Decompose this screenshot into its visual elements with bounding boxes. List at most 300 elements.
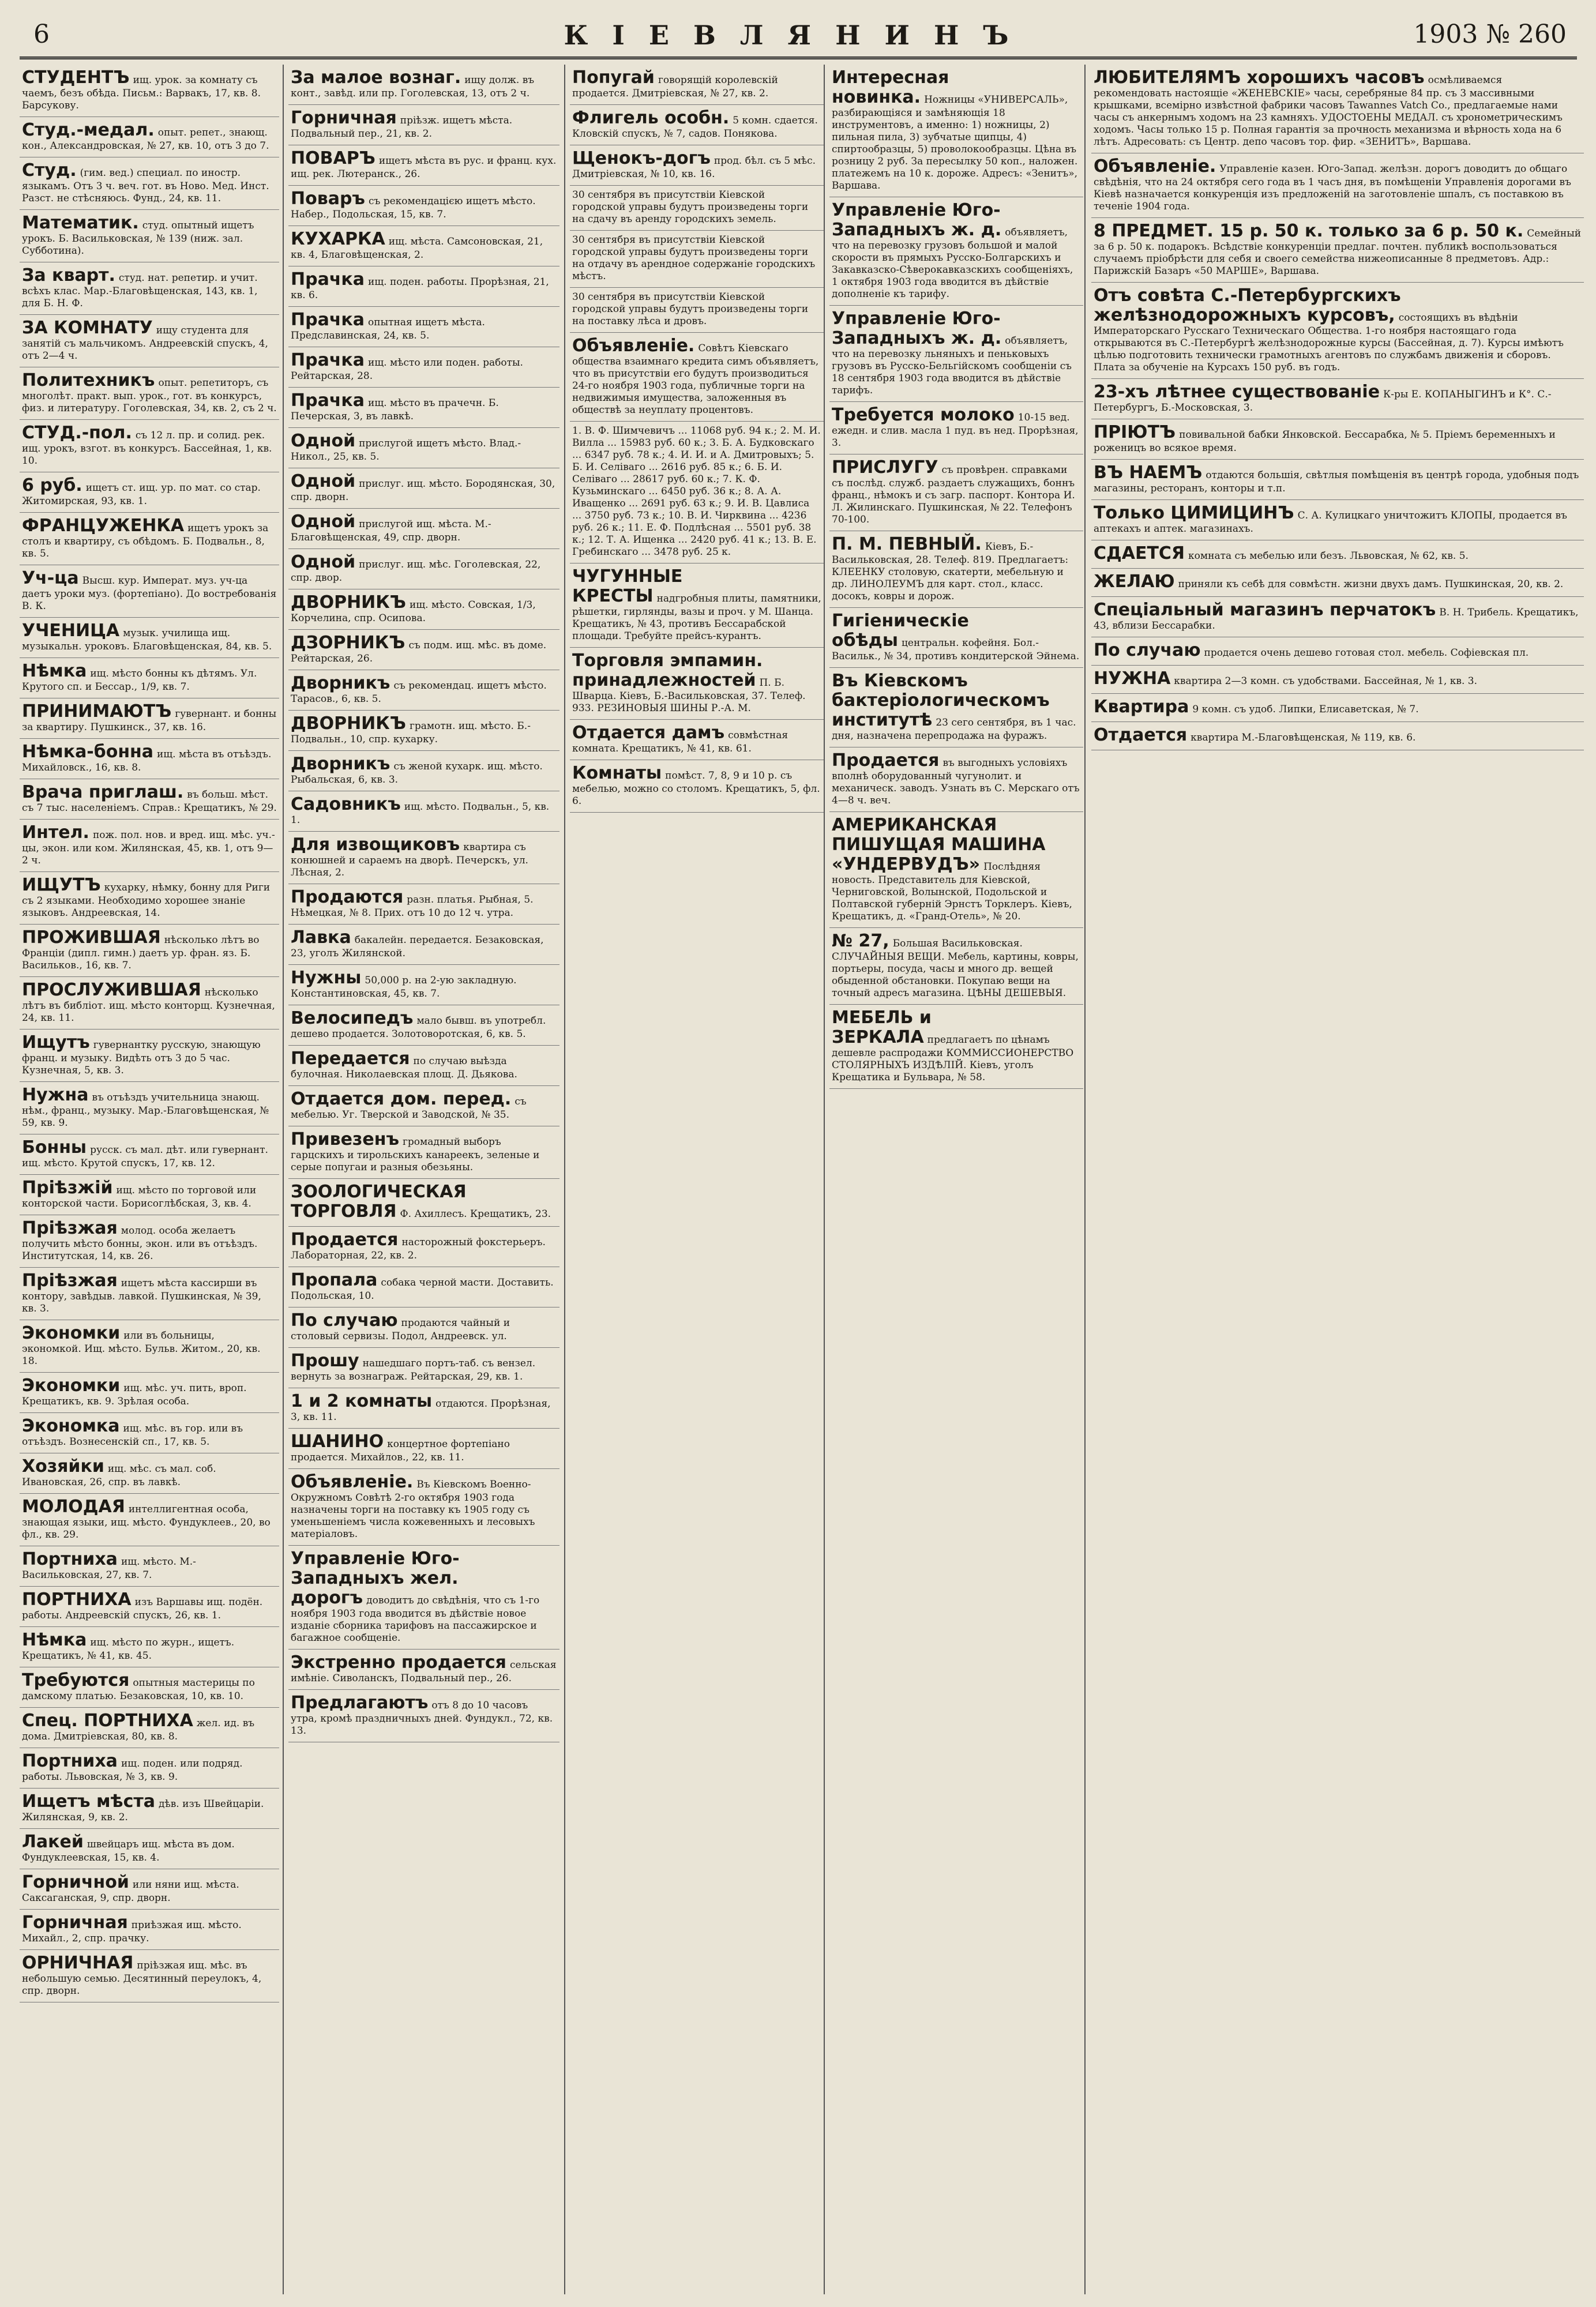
ad-text: ищ. мѣсто по журн., ищетъ. Крещатикъ, № 41, кв. 45.: [22, 1637, 235, 1662]
ad-text: ищетъ мѣста кассирши въ контору, завѣдыв. лавкой. Пушкинская, № 39, кв. 3.: [22, 1278, 261, 1314]
classified-ad: [1091, 500, 1584, 540]
ad-heading: По случаю: [1094, 640, 1201, 660]
ad-text: ищ. поден. работы. Прорѣзная, 21, кв. 6.: [291, 276, 549, 301]
ad-text: ищ. мѣс. въ гор. или въ отъѣздъ. Вознесенскій сп., 17, кв. 5.: [22, 1423, 243, 1448]
column-5: [1084, 65, 1584, 2294]
ad-text: 23 сего сентября, въ 1 час. дня, назначена перепродажа на фуражъ.: [832, 717, 1076, 742]
classified-ad: [20, 565, 279, 618]
ad-heading: ПОВАРЪ: [291, 148, 375, 168]
classified-ad: [20, 1082, 279, 1134]
ad-text: ищ. мѣста. Самсоновская, 21, кв. 4, Благовѣщенская, 2.: [291, 236, 543, 261]
newspaper-page: [20, 16, 1582, 2294]
classified-ad: [570, 422, 824, 563]
ad-text: ищ. мѣсто или поден. работы. Рейтарская, 28.: [291, 357, 523, 382]
ad-heading: Одной: [291, 431, 356, 451]
classified-ad: [288, 1690, 559, 1742]
ad-heading: ПОРТНИХА: [22, 1590, 132, 1610]
ad-heading: Отъ совѣта С.-Петербургскихъ желѣзнодорожныхъ курсовъ,: [1094, 285, 1401, 325]
ad-heading: Горничная: [22, 1913, 128, 1933]
classified-ad: [20, 739, 279, 779]
ad-text: грамотн. ищ. мѣсто. Б.-Подвальн., 10, спр. кухарку.: [291, 720, 531, 745]
ad-heading: Гигіеническіе обѣды: [832, 611, 969, 651]
ad-heading: ЧУГУННЫЕ КРЕСТЫ: [572, 566, 683, 606]
ad-heading: Пропала: [291, 1270, 378, 1290]
ad-text: концертное фортепіано продается. Михайлов., 22, кв. 11.: [291, 1438, 510, 1463]
ad-text: осмѣливаемся рекомендовать настоящіе «ЖЕНЕВСКІЕ» часы, серебряные 84 пр. съ 3 массивными крышками, всемірно извѣстной фабрики часовъ Tawannes Vatch Co., предлагаемые нами часы съ анкернымъ ходомъ на 23 камняхъ. УДОСТОЕНЫ МЕДАЛ. съ хронометрическимъ ходомъ. Часы только 15 р. Полная гарантія за прочность механизма и вѣрность хода на 6 лѣтъ. Адресовать: съ Центр. депо часовъ тор. фир. «ЗЕНИТЪ», Варшава.: [1094, 74, 1563, 148]
ad-heading: За кварт.: [22, 265, 115, 285]
ad-text: Высш. кур. Императ. муз. уч-ца даетъ уроки муз. (фортепіано). До востребованія В. К.: [22, 575, 277, 612]
ad-text: разн. платья. Рыбная, 5. Нѣмецкая, № 8. Прих. отъ 10 до 12 ч. утра.: [291, 894, 534, 919]
classified-ad: [1091, 153, 1584, 218]
ad-heading: ДЗОРНИКЪ: [291, 633, 405, 653]
classified-ad: [288, 630, 559, 670]
classified-ad: [20, 65, 279, 117]
classified-ad: [1091, 694, 1584, 722]
ad-text: ищ. мѣсто бонны къ дѣтямъ. Ул. Крутого сп. и Бессар., 1/9, кв. 7.: [22, 668, 257, 693]
classified-ad: [288, 1126, 559, 1179]
ad-text: приняли къ себѣ для совмѣстн. жизни двухъ дамъ. Пушкинская, 20, кв. 2.: [1178, 578, 1564, 590]
classified-ad: [1091, 540, 1584, 569]
ad-heading: Спец. ПОРТНИХА: [22, 1711, 193, 1731]
ad-text: центральн. кофейня. Бол.-Васильк., № 34, противъ кондитерской Эйнема.: [832, 637, 1080, 662]
ad-heading: Портниха: [22, 1751, 118, 1771]
ad-text: студ. опытный ищетъ урокъ. Б. Васильковская, № 139 (ниж. зал. Субботина).: [22, 220, 254, 257]
ad-heading: 1 и 2 комнаты: [291, 1391, 433, 1411]
classified-ad: [288, 589, 559, 630]
ad-text: ищ. мѣста въ отъѣздъ. Михайловск., 16, кв. 8.: [22, 749, 272, 773]
classified-ad: [288, 145, 559, 186]
column-1: [20, 65, 279, 2294]
ad-heading: ДВОРНИКЪ: [291, 713, 406, 734]
columns: [20, 65, 1582, 2294]
classified-ad: [288, 1179, 559, 1227]
classified-ad: [288, 832, 559, 884]
ad-heading: ЛЮБИТЕЛЯМЪ хорошихъ часовъ: [1094, 67, 1425, 88]
ad-heading: Студ.: [22, 160, 77, 181]
ad-heading: СДАЕТСЯ: [1094, 543, 1185, 563]
ad-text: интеллигентная особа, знающая языки, ищ. мѣсто. Фундуклеев., 20, во фл., кв. 29.: [22, 1504, 271, 1540]
ad-heading: Математик.: [22, 213, 139, 233]
classified-ad: [288, 347, 559, 388]
classified-ad: [829, 531, 1083, 608]
ad-text: продаются чайный и столовый сервизы. Подол, Андреевск. ул.: [291, 1317, 510, 1342]
classified-ad: [20, 1869, 279, 1910]
classified-ad: [20, 1667, 279, 1708]
classified-ad: [20, 1627, 279, 1667]
ad-text: ищ. поден. или подряд. работы. Львовская, № 3, кв. 9.: [22, 1758, 243, 1783]
ad-heading: ЗА КОМНАТУ: [22, 318, 153, 338]
ad-text: ищу студента для занятій съ мальчикомъ. Андреевскій спускъ, 4, отъ 2—4 ч.: [22, 325, 268, 362]
classified-ad: [1091, 597, 1584, 637]
ad-heading: Лавка: [291, 927, 351, 948]
classified-ad: [829, 197, 1083, 306]
classified-ad: [288, 1267, 559, 1307]
classified-ad: [288, 884, 559, 925]
ad-text: совмѣстная комната. Крещатикъ, № 41, кв. 61.: [572, 730, 788, 754]
classified-ad: [288, 105, 559, 145]
ad-heading: Управленіе Юго-Западныхъ ж. д.: [832, 200, 1002, 240]
ad-heading: Экономки: [22, 1323, 121, 1343]
classified-ad: [20, 872, 279, 925]
ad-heading: Горничная: [291, 108, 397, 128]
ad-text: 5 комн. сдается. Кловскій спускъ, № 7, садов. Понякова.: [572, 115, 818, 140]
classified-ad: [20, 420, 279, 472]
classified-ad: [20, 1453, 279, 1494]
classified-ad: [288, 65, 559, 105]
ad-heading: П. М. ПЕВНЫЙ.: [832, 534, 982, 554]
ad-heading: Прачка: [291, 350, 365, 370]
ad-heading: СТУДЕНТЪ: [22, 67, 130, 88]
classified-ad: [829, 928, 1083, 1005]
classified-ad: [570, 720, 824, 760]
ad-heading: Уч-ца: [22, 568, 79, 588]
ad-heading: Въ Кіевскомъ бактеріологическомъ институтѣ: [832, 671, 1050, 730]
classified-ad: [20, 472, 279, 513]
ad-heading: Студ.-медал.: [22, 120, 155, 140]
ad-heading: Только ЦИМИЦИНЪ: [1094, 503, 1294, 523]
ad-heading: Нѣмка-бонна: [22, 742, 154, 762]
ad-text: ищ. мѣс. съ мал. соб. Ивановская, 26, спр. въ лавкѣ.: [22, 1463, 216, 1488]
ad-text: Кіевъ, Б.-Васильковская, 28. Телеф. 819. Предлагаетъ: КЛЕЕНКУ столовую, скатерти, мебельную и др. ЛИНОЛЕУМЪ для карт. стол., класс. досокъ, ковры и дорож.: [832, 541, 1069, 602]
ad-heading: Объявленіе.: [572, 336, 695, 356]
classified-ad: [288, 1429, 559, 1469]
ad-heading: НУЖНА: [1094, 668, 1171, 689]
ad-heading: Поваръ: [291, 189, 365, 209]
ad-text: бакалейн. передается. Безаковская, 23, уголъ Жилянской.: [291, 934, 544, 959]
classified-ad: [288, 1227, 559, 1267]
ad-text: пріѣзж. ищетъ мѣста. Подвальный пер., 21, кв. 2.: [291, 115, 513, 140]
ad-text: 9 комн. съ удоб. Липки, Елисаветская, № 7.: [1192, 704, 1419, 715]
ad-heading: Портниха: [22, 1549, 118, 1569]
classified-ad: [20, 1829, 279, 1869]
column-2: [283, 65, 559, 2294]
ad-heading: Интел.: [22, 822, 89, 843]
ad-heading: МЕБЕЛЬ и ЗЕРКАЛА: [832, 1008, 932, 1047]
ad-heading: ДВОРНИКЪ: [291, 592, 406, 613]
classified-ad: [288, 1546, 559, 1650]
ad-heading: Одной: [291, 512, 356, 532]
classified-ad: [288, 428, 559, 468]
ad-text: жел. ид. въ дома. Дмитріевская, 80, кв. 8.: [22, 1718, 255, 1742]
ad-heading: Лакей: [22, 1832, 84, 1852]
classified-ad: [20, 1320, 279, 1373]
ad-text: молод. особа желаетъ получить мѣсто бонны, экон. или въ отъѣздъ. Институтская, 14, кв. 26.: [22, 1225, 258, 1262]
ad-text: русск. съ мал. дѣт. или гувернант. ищ. мѣсто. Крутой спускъ, 17, кв. 12.: [22, 1144, 268, 1169]
ad-text: съ подм. ищ. мѣс. въ доме. Рейтарская, 26.: [291, 640, 547, 664]
ad-text: отдаются. Прорѣзная, 3, кв. 11.: [291, 1398, 551, 1423]
classified-ad: [20, 1413, 279, 1453]
classified-ad: [829, 747, 1083, 812]
newspaper-title: КІЕВЛЯНИНЪ: [564, 20, 1033, 51]
ad-text: Ножницы «УНИВЕРСАЛЬ», разбирающіяся и замѣняющія 18 инструментовъ, а именно: 1) ножницы, 2) пильная пила, 3) зубчатые щипцы, 4) спиртообразцы, 5) проволокообразцы. Цѣна въ розницу 2 руб. За пересылку 50 коп., наложен. платежемъ на 10 к. дороже. Адресъ: «Зенитъ», Варшава.: [832, 94, 1078, 191]
ad-text: помѣст. 7, 8, 9 и 10 р. съ мебелью, можно со столомъ. Крещатикъ, 5, фл. 6.: [572, 770, 820, 807]
ad-text: прислугой ищ. мѣста. М.-Благовѣщенская, 49, спр. дворн.: [291, 518, 491, 543]
ad-heading: Продаются: [291, 887, 404, 907]
classified-ad: [829, 608, 1083, 668]
ad-heading: Пріѣзжая: [22, 1271, 118, 1291]
classified-ad: [1091, 65, 1584, 153]
ad-text: С. А. Кулицкаго уничтожитъ КЛОПЫ, продается въ аптекахъ и аптек. магазинахъ.: [1094, 510, 1567, 535]
ad-heading: МОЛОДАЯ: [22, 1497, 125, 1517]
ad-heading: Садовникъ: [291, 794, 401, 814]
ad-heading: Комнаты: [572, 763, 662, 783]
ad-heading: Экономки: [22, 1376, 121, 1396]
classified-ad: [20, 1587, 279, 1627]
ad-text: ищ. мѣсто по торговой или конторской части. Борисоглѣбская, 3, кв. 4.: [22, 1185, 257, 1209]
ad-text: ищ. мѣсто. Подвальн., 5, кв. 1.: [291, 801, 550, 826]
classified-ad: [20, 262, 279, 315]
ad-text: ищетъ урокъ за столъ и квартиру, съ обѣдомъ. Б. Подвальн., 8, кв. 5.: [22, 523, 269, 559]
classified-ad: [829, 402, 1083, 454]
issue-number: 1903 № 260: [1413, 20, 1567, 49]
ad-heading: Управленіе Юго-Западныхъ жел. дорогъ: [291, 1549, 460, 1608]
ad-text: дѣв. изъ Швейцаріи. Жилянская, 9, кв. 2.: [22, 1798, 264, 1823]
ad-heading: Отдается: [1094, 725, 1188, 745]
ad-text: Ф. Ахиллесъ. Крещатикъ, 23.: [400, 1208, 551, 1220]
ad-heading: Ищутъ: [22, 1032, 90, 1053]
classified-ad: [570, 333, 824, 422]
ad-text: говорящій королевскій продается. Дмитріевская, № 27, кв. 2.: [572, 74, 778, 99]
classified-ad: [570, 563, 824, 648]
classified-ad: [20, 1950, 279, 2002]
classified-ad: [1091, 379, 1584, 419]
ad-heading: Прачка: [291, 269, 365, 290]
ad-text: ищетъ мѣста въ рус. и франц. кух. ищ. рек. Лютеранск., 26.: [291, 155, 557, 180]
ad-heading: ПРИНИМАЮТЪ: [22, 701, 172, 722]
ad-heading: Пріѣзжая: [22, 1218, 118, 1238]
classified-ad: [288, 965, 559, 1005]
classified-ad: [288, 670, 559, 711]
ad-heading: ИЩУТЪ: [22, 875, 101, 895]
classified-ad: [20, 1789, 279, 1829]
classified-ad: [288, 1005, 559, 1046]
ad-heading: Велосипедъ: [291, 1008, 414, 1028]
classified-ad: [570, 65, 824, 105]
masthead: [20, 16, 1577, 59]
ad-text: квартира 2—3 комн. съ удобствами. Бассейная, № 1, кв. 3.: [1174, 675, 1477, 687]
ad-heading: Экономка: [22, 1416, 120, 1436]
classified-ad: [288, 549, 559, 589]
ad-text: повивальной бабки Янковской. Бессарабка, № 5. Пріемъ беременныхъ и роженицъ во всякое время.: [1094, 429, 1556, 454]
ad-heading: Пріѣзжій: [22, 1178, 113, 1198]
ad-text: 50,000 р. на 2-ую закладную. Константиновская, 45, кв. 7.: [291, 975, 517, 1000]
classified-ad: [829, 306, 1083, 402]
ad-heading: Нѣмка: [22, 1630, 87, 1650]
ad-heading: Управленіе Юго-Западныхъ ж. д.: [832, 309, 1002, 348]
ad-heading: Дворникъ: [291, 673, 390, 693]
ad-text: съ провѣрен. справками съ послѣд. служб. раздаетъ служащихъ, боннъ франц., нѣмокъ и съ загр. паспорт. Контора И. Л. Жилинскаго. Пушкинская, № 22. Телефонъ 70-100.: [832, 464, 1075, 525]
ad-text: Семейный за 6 р. 50 к. подарокъ. Всѣдствіе конкуренціи предлаг. почтен. публикѣ воспользоваться случаемъ пріобрѣсти для себя и своего семейства нижеописанные 8 предметовъ. Адр.: Парижскій Базаръ «50 МАРШЕ», Варшава.: [1094, 228, 1582, 277]
ad-text: Послѣдняя новость. Представитель для Кіевской, Черниговской, Волынской, Подольской и Полтавской губерній Эрнстъ Торклеръ. Кіевъ, Крещатикъ, д. «Гранд-Отель», № 20.: [832, 861, 1072, 922]
ad-text: мало бывш. въ употребл. дешево продается. Золотоворотская, 6, кв. 5.: [291, 1015, 546, 1040]
ad-heading: Нужны: [291, 968, 362, 988]
ad-heading: Флигель особн.: [572, 108, 730, 128]
classified-ad: [20, 618, 279, 658]
ad-heading: Врача приглаш.: [22, 782, 184, 802]
classified-ad: [20, 1910, 279, 1950]
ad-text: опыт. репетиторъ, съ многолѣт. практ. вып. урок., гот. въ конкурсъ, физ. и литературу. Гоголевская, 34, кв. 2, съ 2 ч.: [22, 377, 277, 414]
ad-heading: ПРІЮТЪ: [1094, 422, 1176, 442]
classified-ad: [570, 145, 824, 186]
ad-heading: Горничной: [22, 1872, 129, 1892]
ad-heading: Торговля эмпамин. принадлежностей: [572, 651, 763, 690]
classified-ad: [20, 820, 279, 872]
classified-ad: [20, 1748, 279, 1789]
classified-ad: [570, 760, 824, 813]
ad-heading: 23-хъ лѣтнее существованіе: [1094, 382, 1380, 402]
ad-heading: Объявленіе.: [1094, 156, 1216, 176]
ad-text: 10-15 вед. ежедн. и слив. масла 1 пуд. въ нед. Прорѣзная, 3.: [832, 412, 1079, 449]
classified-ad: [288, 751, 559, 791]
classified-ad: [288, 1348, 559, 1388]
classified-ad: [20, 513, 279, 565]
ad-heading: Прачка: [291, 310, 365, 330]
classified-ad: [20, 117, 279, 157]
ad-text: 30 сентября въ присутствіи Кіевской городской управы будутъ произведены торги на сдачу въ аренду городскихъ земель.: [572, 189, 809, 225]
classified-ad: [20, 925, 279, 977]
ad-text: опыт. репет., знающ. кон., Александровская, № 27, кв. 10, отъ 3 до 7.: [22, 127, 269, 152]
classified-ad: [20, 1134, 279, 1175]
ad-text: приѣзжая ищ. мѣсто. Михайл., 2, спр. прачку.: [22, 1919, 242, 1944]
ad-heading: Отдается дом. перед.: [291, 1089, 512, 1109]
ad-heading: Требуется молоко: [832, 405, 1015, 425]
ad-heading: Попугай: [572, 67, 655, 88]
classified-ad: [288, 711, 559, 751]
ad-text: нѣсколько лѣтъ во Франціи (дипл. гимн.) даетъ ур. фран. яз. Б. Васильков., 16, кв. 7.: [22, 934, 260, 971]
ad-heading: УЧЕНИЦА: [22, 621, 120, 641]
ad-text: гувернант. и бонны за квартиру. Пушкинск., 37, кв. 16.: [22, 708, 277, 733]
ad-text: пож. пол. нов. и вред. ищ. мѣс. уч.-цы, экон. или ком. Жилянская, 45, кв. 1, отъ 9—2 ч.: [22, 829, 275, 866]
ad-text: комната съ мебелью или безъ. Львовская, № 62, кв. 5.: [1188, 550, 1469, 562]
classified-ad: [288, 468, 559, 509]
ad-heading: Требуются: [22, 1670, 130, 1690]
classified-ad: [1091, 460, 1584, 500]
ad-heading: За малое вознаг.: [291, 67, 461, 88]
ad-text: Совѣтъ Кіевскаго общества взаимнаго кредита симъ объявляетъ, что въ присутствіи его будутъ производиться 24-го ноября 1903 года, публичные торги на недвижимыя имущества, заложенныя въ обществѣ за неуплату процентовъ.: [572, 343, 819, 416]
ad-text: отдаются большія, свѣтлыя помѣщенія въ центрѣ города, удобныя подъ магазины, ресторанъ, конторы и т.п.: [1094, 469, 1579, 494]
ad-text: или въ больницы, экономкой. Ищ. мѣсто. Бульв. Житом., 20, кв. 18.: [22, 1330, 261, 1367]
ad-heading: 6 руб.: [22, 475, 82, 495]
classified-ad: [1091, 722, 1584, 750]
ad-text: объявляетъ, что на перевозку грузовъ большой и малой скорости въ прямыхъ Русско-Болгарскихъ и Закавказско-Сѣверокавказскихъ сообщеніяхъ, 1 октября 1903 года вводится въ дѣйствіе дополненіе къ тарифу.: [832, 227, 1073, 300]
ad-text: швейцаръ ищ. мѣста въ дом. Фундуклеевская, 15, кв. 4.: [22, 1839, 235, 1863]
ad-heading: Нужна: [22, 1085, 89, 1105]
classified-ad: [1091, 218, 1584, 283]
classified-ad: [570, 186, 824, 231]
ad-text: съ 12 л. пр. и солид. рек. ищ. урокъ, взгот. въ конкурсъ. Бассейная, 1, кв. 10.: [22, 430, 272, 467]
column-3: [564, 65, 824, 2294]
ad-text: изъ Варшавы ищ. подён. работы. Андреевскій спускъ, 26, кв. 1.: [22, 1596, 263, 1621]
ad-text: ищ. урок. за комнату съ чаемъ, безъ обѣда. Письм.: Варвакъ, 17, кв. 8. Барсукову.: [22, 74, 261, 111]
ad-text: ищ. мѣсто. М.-Васильковская, 27, кв. 7.: [22, 1556, 196, 1581]
ad-text: продается очень дешево готовая стол. мебель. Софіевская пл.: [1204, 647, 1529, 659]
classified-ad: [829, 668, 1083, 747]
ad-text: доводитъ до свѣдѣнія, что съ 1-го ноября 1903 года вводится въ дѣйствіе новое изданіе сборника тарифовъ на пассажирское и багажное сообщеніе.: [291, 1595, 540, 1644]
ad-text: прислуг. ищ. мѣс. Гоголевская, 22, спр. двор.: [291, 559, 541, 584]
ad-text: квартира съ конюшней и сараемъ на дворѣ. Печерскъ, ул. Лѣсная, 2.: [291, 841, 528, 878]
ad-text: предлагаетъ по цѣнамъ дешевле распродажи КОММИССИОНЕРСТВО СТОЛЯРНЫХЪ ИЗДѢЛІЙ. Кіевъ, уголъ Крещатика и Бульвара, № 58.: [832, 1034, 1074, 1083]
classified-ad: [20, 1029, 279, 1082]
ad-heading: Продается: [832, 750, 940, 771]
classified-ad: [20, 315, 279, 367]
classified-ad: [20, 367, 279, 420]
ad-heading: Ищетъ мѣста: [22, 1791, 156, 1812]
ad-heading: Экстренно продается: [291, 1652, 506, 1673]
column-4: [824, 65, 1083, 2294]
ad-heading: Дворникъ: [291, 754, 390, 774]
ad-text: В. Н. Трибель. Крещатикъ, 43, вблизи Бессарабки.: [1094, 607, 1579, 632]
ad-heading: Интересная новинка.: [832, 67, 949, 107]
ad-text: пріѣзжая ищ. мѣс. въ небольшую семью. Десятинный переулокъ, 4, спр. дворн.: [22, 1960, 262, 1997]
classified-ad: [20, 698, 279, 739]
ad-text: съ рекомендацією ищетъ мѣсто. Набер., Подольская, 15, кв. 7.: [291, 196, 536, 220]
classified-ad: [20, 977, 279, 1029]
classified-ad: [288, 1307, 559, 1348]
ad-heading: Передается: [291, 1049, 410, 1069]
classified-ad: [1091, 419, 1584, 460]
ad-text: студ. нат. репетир. и учит. всѣхъ клас. Мар.-Благовѣщенская, 143, кв. 1, для Б. Н. Ф.: [22, 272, 258, 309]
classified-ad: [829, 454, 1083, 531]
ad-text: прислугой ищетъ мѣсто. Влад.-Никол., 25, кв. 5.: [291, 438, 521, 463]
ad-heading: Отдается дамъ: [572, 723, 725, 743]
classified-ad: [570, 648, 824, 720]
ad-heading: Прачка: [291, 390, 365, 411]
classified-ad: [20, 779, 279, 820]
classified-ad: [20, 1268, 279, 1320]
classified-ad: [288, 226, 559, 266]
classified-ad: [288, 1388, 559, 1429]
ad-heading: Хозяйки: [22, 1456, 104, 1476]
ad-text: въ больш. мѣст. съ 7 тыс. населеніемъ. Справ.: Крещатикъ, № 29.: [22, 789, 277, 814]
ad-heading: ШАНИНО: [291, 1431, 384, 1452]
ad-heading: ОРНИЧНАЯ: [22, 1953, 134, 1973]
ad-text: въ отъѣздъ учительница знающ. нѣм., франц., музыку. Мар.-Благовѣщенская, № 59, кв. 9.: [22, 1092, 269, 1129]
classified-ad: [288, 925, 559, 965]
ad-text: сельская имѣніе. Сиволанскъ, Подвальный пер., 26.: [291, 1659, 557, 1684]
ad-text: 30 сентября въ присутствіи Кіевской городской управы будутъ произведены торги на поставку лѣса и дровъ.: [572, 291, 809, 327]
classified-ad: [20, 1373, 279, 1413]
ad-text: 1. В. Ф. Шимчевичъ ... 11068 руб. 94 к.; 2. М. И. Вилла ... 15983 руб. 60 к.; 3. Б. А. Будковскаго ... 6347 руб. 78 к.; 4. И. И. и А. Дмитровыхъ; 5. Б. И. Селіваго ... 2616 руб. 85 к.; 6. Б. И. Селіваго ... 28617 руб. 60 к.; 7. К. Ф. Кузьминскаго ... 6450 руб. 36 к.; 8. А. А. Иващенко ... 2691 руб. 63 к.; 9. И. В. Цавлиса ... 3750 руб. 73 к.; 10. В. И. Чирквина ... 4236 руб. 26 к.; 11. Е. Ф. Подлѣсная ... 5501 руб. 38 к.; 12. Т. А. Ищенка ... 2420 руб. 41 к.; 13. В. Е. Гребинскаго ... 3478 руб. 25 к.: [572, 425, 821, 558]
ad-heading: Одной: [291, 471, 356, 491]
ad-heading: ЗООЛОГИЧЕСКАЯ ТОРГОВЛЯ: [291, 1182, 467, 1222]
classified-ad: [20, 658, 279, 698]
ad-text: опытныя мастерицы по дамскому платью. Безаковская, 10, кв. 10.: [22, 1677, 255, 1702]
ad-heading: Одной: [291, 552, 356, 572]
classified-ad: [288, 791, 559, 832]
ad-text: нашедшаго портъ-таб. съ вензел. вернуть за вознаграж. Рейтарская, 29, кв. 1.: [291, 1358, 536, 1382]
classified-ad: [288, 388, 559, 428]
ad-text: Большая Васильковская. СЛУЧАЙНЫЯ ВЕЩИ. Мебель, картины, ковры, портьеры, посуда, часы и много др. вещей обыденной обстановки. Покупаю вещи на точный адресъ магазина. ЦѢНЫ ДЕШЕВЫЯ.: [832, 938, 1079, 999]
ad-heading: Предлагаютъ: [291, 1693, 429, 1713]
classified-ad: [570, 105, 824, 145]
ad-heading: ПРОЖИВШАЯ: [22, 927, 161, 948]
classified-ad: [829, 65, 1083, 197]
ad-text: собака черной масти. Доставить. Подольская, 10.: [291, 1277, 554, 1302]
ad-heading: Прошу: [291, 1351, 359, 1371]
ad-text: Въ Кіевскомъ Военно-Окружномъ Совѣтѣ 2-го октября 1903 года назначены торги на поставку къ 1905 году съ уменьшеніемъ числа кожевенныхъ и лесовыхъ матеріаловъ.: [291, 1479, 535, 1540]
ad-text: ищ. мѣсто въ прачечн. Б. Печерская, 3, въ лавкѣ.: [291, 397, 499, 422]
ad-text: ищетъ ст. ищ. ур. по мат. со стар. Житомирская, 93, кв. 1.: [22, 482, 261, 507]
classified-ad: [288, 1086, 559, 1126]
ad-text: нѣсколько лѣтъ въ библіот. ищ. мѣсто конторщ. Кузнечная, 24, кв. 11.: [22, 987, 275, 1024]
ad-text: отъ 8 до 10 часовъ утра, кромѣ праздничныхъ дней. Фундукл., 72, кв. 13.: [291, 1700, 553, 1737]
ad-text: П. Б. Шварца. Кіевъ, Б.-Васильковская, 37. Телеф. 933. РЕЗИНОВЫЯ ШИНЫ Р.-А. М.: [572, 677, 806, 714]
classified-ad: [288, 1650, 559, 1690]
ad-heading: Щенокъ-догъ: [572, 148, 711, 168]
ad-heading: Бонны: [22, 1137, 87, 1158]
ad-text: Управленіе казен. Юго-Запад. желѣзн. дорогъ доводитъ до общаго свѣдѣнія, что на 24 октября сего года въ 1 часъ дня, въ помѣщеніи Управленія дорогами въ Кіевѣ назначается конкуренція изъ предложеній на заготовленіе шпалъ, съ поставкою въ теченіе 1904 года.: [1094, 163, 1571, 212]
ad-heading: Для извощиковъ: [291, 835, 460, 855]
